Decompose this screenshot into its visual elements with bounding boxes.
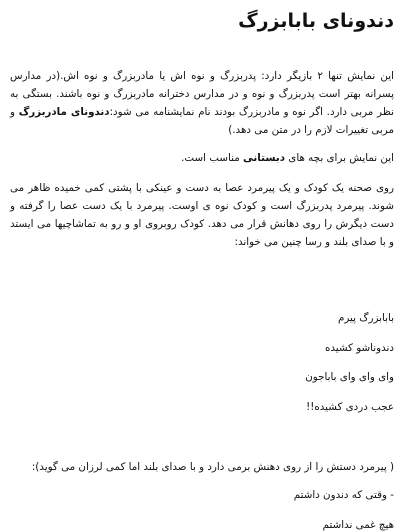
intro-paragraph [10, 67, 394, 139]
note-text-1: این نمایش برای بچه های [284, 152, 394, 164]
verse-line: عجب دردی کشیده!! [306, 401, 394, 413]
verse-line: بابابزرگ پیرم [337, 312, 394, 324]
document-title: دندونای بابابزرگ [238, 10, 394, 32]
note-text-2: مناسب است. [181, 152, 243, 164]
intro-text-1: این نمایش تنها ۲ بازیگر دارد: پدربزرگ و نوه اش یا مادربزرگ و نوه اش.(در مدارس پسرانه بهتر است پدربزرگ و نوه و در مدارس دخترانه مادربزرگ و نوه باشند. بستگی به نظر مربی دارد. اگر نوه و مادربزرگ بودند نام نمایشنامه می شود: [10, 70, 395, 118]
scene-description: روی صحنه یک کودک و یک پیرمرد عصا به دست و عینکی با پشتی کمی خمیده ظاهر می شوند. پیرمرد پدربزرگ است و کودک نوه ی اوست. پیرمرد با یک دست عصا را گرفته و دست دیگرش را روی دهانش قرار می دهد. کودک روبروی او و رو به تماشاچیها می ایستد و با صدای بلند و رسا چنین می خواند: [10, 182, 394, 248]
intro-text-2: و مربی تغییرات لازم را در متن می دهد.) [10, 106, 394, 136]
verse-line: دندوناشو کشیده [324, 342, 394, 354]
note-bold: دبستانی [243, 152, 285, 164]
verse-line: وای وای وای باباجون [305, 371, 394, 383]
verse-line: هیچ غمی نداشتم [322, 519, 394, 531]
audience-note [10, 149, 394, 167]
verse-line: - وقتی که دندون داشتم [293, 489, 394, 501]
intro-bold-title: دندونای مادربزرگ [18, 106, 110, 118]
stage-direction: ( پیرمرد دستش را از روی دهنش برمی دارد و با صدای بلند اما کمی لرزان می گوید): [31, 461, 394, 473]
